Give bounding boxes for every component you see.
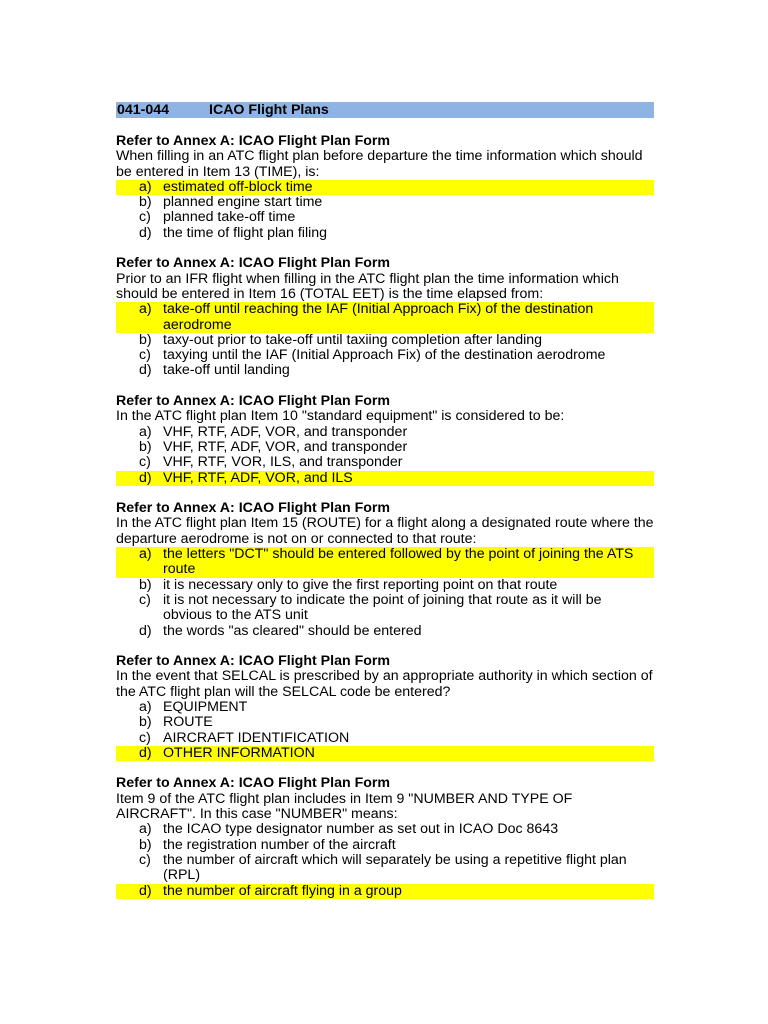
option-letter: b) [139, 194, 152, 211]
answer-option [116, 440, 654, 455]
option-letter: b) [139, 331, 152, 348]
answer-option [116, 822, 654, 837]
answer-option [116, 195, 654, 210]
option-text: the registration number of the aircraft [163, 836, 396, 853]
option-letter: c) [139, 591, 151, 608]
answer-option [116, 593, 654, 624]
option-letter: c) [139, 454, 151, 471]
answer-option [116, 425, 654, 440]
option-letter: d) [139, 622, 152, 639]
option-letter: c) [139, 729, 151, 746]
question-text: In the ATC flight plan Item 15 (ROUTE) for a flight along a designated route where the departure aerodrome is not on or connected to that route: [116, 515, 654, 547]
answer-option-correct [116, 471, 654, 486]
option-text: estimated off-block time [163, 178, 313, 195]
option-letter: a) [139, 698, 152, 715]
answer-option [116, 348, 654, 363]
option-text: it is not necessary to indicate the point of joining that route as it will be obvious to the ATS unit [163, 591, 602, 624]
question-text: Item 9 of the ATC flight plan includes in Item 9 "NUMBER AND TYPE OF AIRCRAFT". In this case "NUMBER" means: [116, 790, 573, 823]
answer-option [116, 578, 654, 593]
option-letter: d) [139, 362, 152, 379]
question-text: Prior to an IFR flight when filling in the ATC flight plan the time information which should be entered in Item 16 (TOTAL EET) is the time elapsed from: [116, 270, 619, 302]
question-list [116, 134, 654, 914]
option-text: VHF, RTF, ADF, VOR, and transponder [163, 438, 408, 455]
section-header [116, 102, 654, 118]
question-block [116, 501, 654, 639]
answer-option [116, 853, 654, 884]
question-reference: Refer to Annex A: ICAO Flight Plan Form [116, 133, 391, 149]
option-letter: a) [139, 546, 152, 563]
option-letter: b) [139, 576, 152, 593]
option-text: VHF, RTF, ADF, VOR, and transponder [163, 423, 408, 440]
answer-option [116, 210, 654, 225]
option-text: the ICAO type designator number as set out in ICAO Doc 8643 [163, 821, 559, 838]
option-letter: a) [139, 423, 152, 440]
option-letter: d) [139, 224, 152, 241]
option-letter: a) [139, 178, 152, 195]
question-reference: Refer to Annex A: ICAO Flight Plan Form [116, 393, 391, 410]
section-code: 041-044 [117, 102, 170, 118]
option-text: the letters "DCT" should be entered followed by the point of joining the ATS route [163, 546, 634, 578]
answer-option [116, 333, 654, 348]
option-letter: b) [139, 836, 152, 853]
option-text: it is necessary only to give the first reporting point on that route [163, 576, 558, 593]
option-text: planned take-off time [163, 209, 296, 226]
question-reference: Refer to Annex A: ICAO Flight Plan Form [116, 255, 391, 272]
option-text: AIRCRAFT IDENTIFICATION [163, 729, 350, 746]
option-letter: d) [139, 882, 152, 899]
option-text: planned engine start time [163, 194, 323, 211]
answer-option [116, 731, 654, 746]
option-letter: c) [139, 851, 151, 868]
answer-option [116, 363, 654, 378]
question-reference: Refer to Annex A: ICAO Flight Plan Form [116, 775, 391, 792]
answer-option-correct [116, 884, 654, 899]
option-text: OTHER INFORMATION [163, 744, 315, 761]
question-block [116, 394, 654, 486]
option-letter: b) [139, 438, 152, 455]
option-letter: b) [139, 714, 152, 731]
option-text: VHF, RTF, ADF, VOR, and ILS [163, 469, 353, 486]
question-block [116, 654, 654, 761]
answer-option [116, 624, 654, 639]
option-letter: a) [139, 821, 152, 838]
option-letter: c) [139, 209, 151, 226]
question-reference: Refer to Annex A: ICAO Flight Plan Form [116, 500, 391, 517]
option-text: take-off until reaching the IAF (Initial Approach Fix) of the destination aerodrome [163, 301, 594, 333]
option-text: taxying until the IAF (Initial Approach Fix) of the destination aerodrome [163, 347, 606, 364]
answer-option-correct [116, 180, 654, 195]
option-text: VHF, RTF, VOR, ILS, and transponder [163, 454, 403, 471]
option-text: ROUTE [163, 714, 213, 731]
option-text: the time of flight plan filing [163, 224, 328, 241]
option-text: the number of aircraft which will separately be using a repetitive flight plan (RPL) [163, 851, 627, 884]
option-text: taxy-out prior to take-off until taxiing completion after landing [163, 331, 543, 348]
answer-option-correct [116, 302, 654, 333]
question-block [116, 134, 654, 241]
section-title: ICAO Flight Plans [209, 102, 329, 118]
question-text: When filling in an ATC flight plan before departure the time information which should be entered in Item 13 (TIME), is: [116, 148, 643, 180]
answer-option [116, 838, 654, 853]
option-text: the words "as cleared" should be entered [163, 622, 422, 639]
answer-option-correct [116, 547, 654, 578]
answer-option-correct [116, 746, 654, 761]
answer-option [116, 455, 654, 470]
answer-option [116, 226, 654, 241]
question-text: In the ATC flight plan Item 10 "standard equipment" is considered to be: [116, 408, 565, 425]
question-block [116, 256, 654, 378]
option-text: take-off until landing [163, 362, 290, 379]
option-letter: c) [139, 347, 151, 364]
answer-option [116, 715, 654, 730]
option-text: the number of aircraft flying in a group [163, 882, 402, 899]
option-text: EQUIPMENT [163, 698, 248, 715]
question-text: In the event that SELCAL is prescribed by an appropriate authority in which section of the ATC flight plan will the SELCAL code be entered? [116, 668, 653, 700]
option-letter: a) [139, 301, 152, 318]
answer-option [116, 700, 654, 715]
option-letter: d) [139, 469, 152, 486]
option-letter: d) [139, 744, 152, 761]
question-block [116, 776, 654, 898]
question-reference: Refer to Annex A: ICAO Flight Plan Form [116, 653, 391, 670]
